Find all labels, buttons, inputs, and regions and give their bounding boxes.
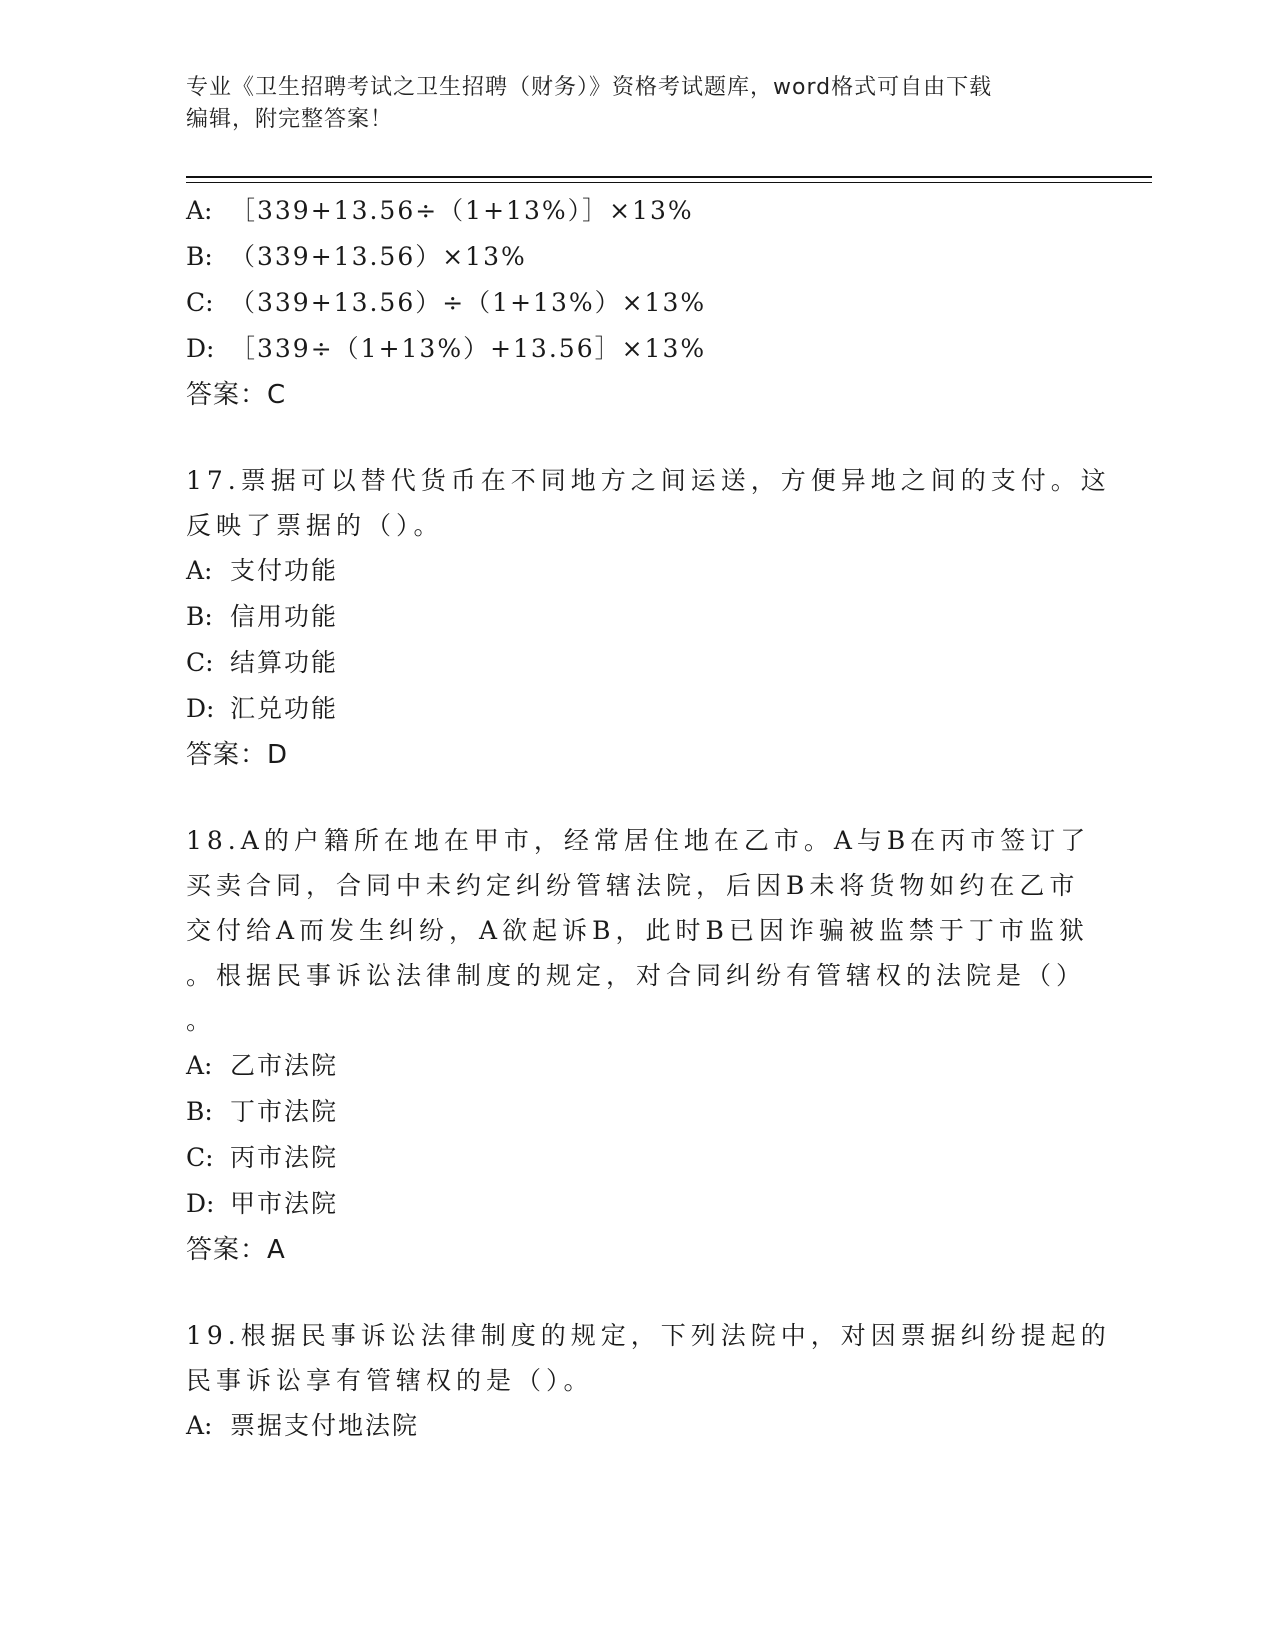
question-19 xyxy=(186,1313,1111,1449)
option-a: A: 乙市法院 xyxy=(186,1051,339,1080)
option-d: D: 甲市法院 xyxy=(186,1189,339,1218)
question-text-line: 交付给A而发生纠纷，A欲起诉B，此时B已因诈骗被监禁于丁市监狱 xyxy=(186,916,1089,945)
option-a: A: 支付功能 xyxy=(186,556,339,585)
option-c: C: （339+13.56）÷（1+13%）×13% xyxy=(186,288,707,317)
option-b: B: （339+13.56）×13% xyxy=(186,242,527,271)
answer: 答案：A xyxy=(186,1235,286,1265)
option-b: B: 信用功能 xyxy=(186,602,339,631)
header-line-2: 编辑，附完整答案！ xyxy=(186,107,394,132)
option-a: A: 票据支付地法院 xyxy=(186,1411,420,1440)
document-header xyxy=(186,72,1086,136)
question-text-line: 买卖合同，合同中未约定纠纷管辖法院，后因B未将货物如约在乙市 xyxy=(186,871,1080,900)
answer: 答案：C xyxy=(186,380,287,410)
option-b: B: 丁市法院 xyxy=(186,1097,339,1126)
header-divider-thin xyxy=(186,182,1152,183)
document-body xyxy=(186,188,1111,1449)
option-d: D: 汇兑功能 xyxy=(186,694,339,723)
question-text-line: 反映了票据的（）。 xyxy=(186,511,444,540)
option-c: C: 丙市法院 xyxy=(186,1143,339,1172)
option-c: C: 结算功能 xyxy=(186,648,339,677)
question-text-line: 。 xyxy=(186,1006,217,1035)
header-divider-thick xyxy=(186,176,1152,178)
header-line-1: 专业《卫生招聘考试之卫生招聘（财务）》资格考试题库，word格式可自由下载 xyxy=(186,75,993,100)
option-a: A: ［339+13.56÷（1+13%）］×13% xyxy=(186,196,694,225)
question-text-line: 17.票据可以替代货币在不同地方之间运送，方便异地之间的支付。这 xyxy=(186,466,1111,495)
option-d: D: ［339÷（1+13%）+13.56］×13% xyxy=(186,334,707,363)
answer: 答案：D xyxy=(186,740,289,770)
question-text-line: 19.根据民事诉讼法律制度的规定，下列法院中，对因票据纠纷提起的 xyxy=(186,1321,1111,1350)
question-18 xyxy=(186,818,1091,1273)
question-16-continued xyxy=(186,188,1086,418)
question-text-line: 18.A的户籍所在地在甲市，经常居住地在乙市。A与B在丙市签订了 xyxy=(186,826,1091,855)
question-text-line: 。根据民事诉讼法律制度的规定，对合同纠纷有管辖权的法院是（） xyxy=(186,961,1087,990)
question-text-line: 民事诉讼享有管辖权的是（）。 xyxy=(186,1366,594,1395)
question-17 xyxy=(186,458,1111,778)
